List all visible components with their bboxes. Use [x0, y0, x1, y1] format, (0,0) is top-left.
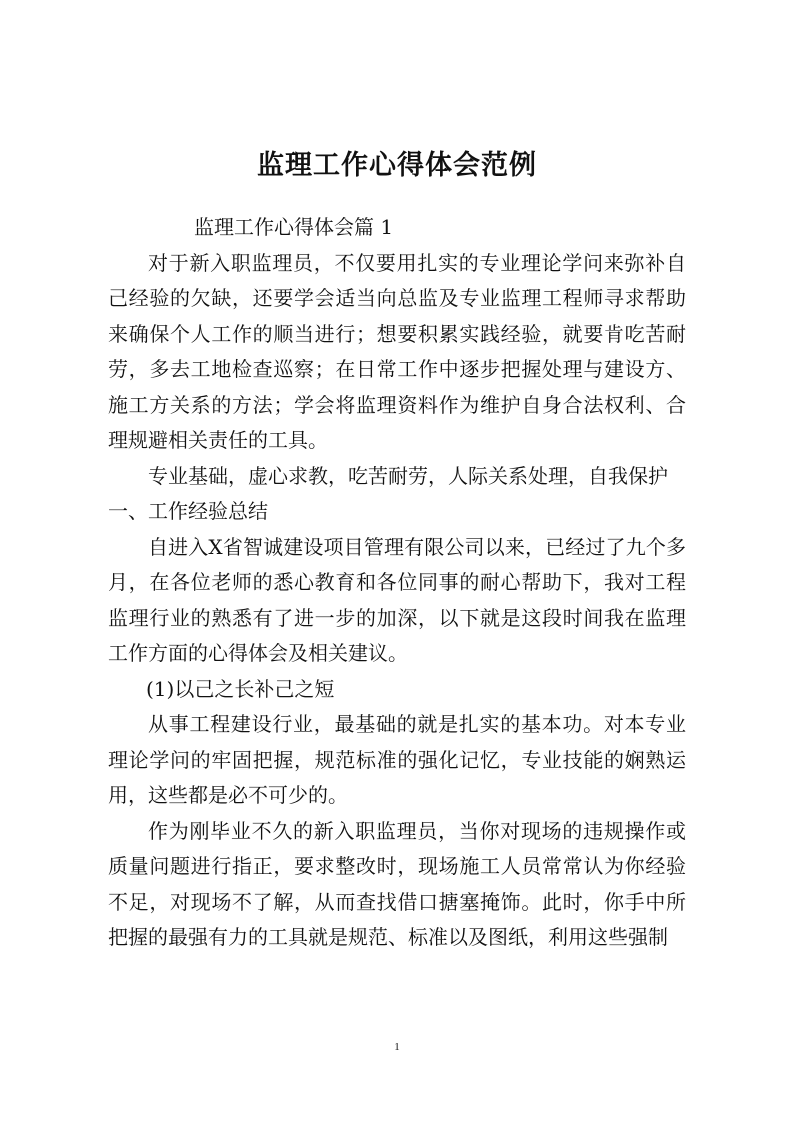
document-body — [108, 210, 686, 956]
page-number: 1 — [394, 1041, 400, 1053]
body-paragraph: 对于新入职监理员，不仅要用扎实的专业理论学问来弥补自己经验的欠缺，还要学会适当向总监及专业监理工程师寻求帮助来确保个人工作的顺当进行；想要积累实践经验，就要肯吃苦耐劳，多去工地检查巡察；在日常工作中逐步把握处理与建设方、施工方关系的方法；学会将监理资料作为维护自身合法权利、合理规避相关责任的工具。 — [108, 250, 686, 452]
body-paragraph: 自进入X省智诚建设项目管理有限公司以来，已经过了九个多月，在各位老师的悉心教育和各位同事的耐心帮助下，我对工程监理行业的熟悉有了进一步的加深，以下就是这段时间我在监理工作方面的心得体会及相关建议。 — [108, 534, 686, 665]
subsection-heading: (1)以己之长补己之短 — [146, 676, 335, 701]
body-paragraph: 从事工程建设行业，最基础的就是扎实的基本功。对本专业理论学问的牢固把握，规范标准的强化记忆，专业技能的娴熟运用，这些都是必不可少的。 — [108, 712, 686, 807]
section-heading: 监理工作心得体会篇 1 — [194, 215, 394, 239]
subsection-heading: 一、工作经验总结 — [108, 499, 268, 523]
keywords-line: 专业基础，虚心求教，吃苦耐劳，人际关系处理，自我保护 — [148, 463, 668, 488]
body-paragraph: 作为刚毕业不久的新入职监理员，当你对现场的违规操作或质量问题进行指正，要求整改时，现场施工人员常常认为你经验不足，对现场不了解，从而查找借口搪塞掩饰。此时，你手中所把握的最强有力的工具就是规范、标准以及图纸，利用这些强制 — [108, 818, 686, 949]
document-title: 监理工作心得体会范例 — [257, 150, 537, 181]
